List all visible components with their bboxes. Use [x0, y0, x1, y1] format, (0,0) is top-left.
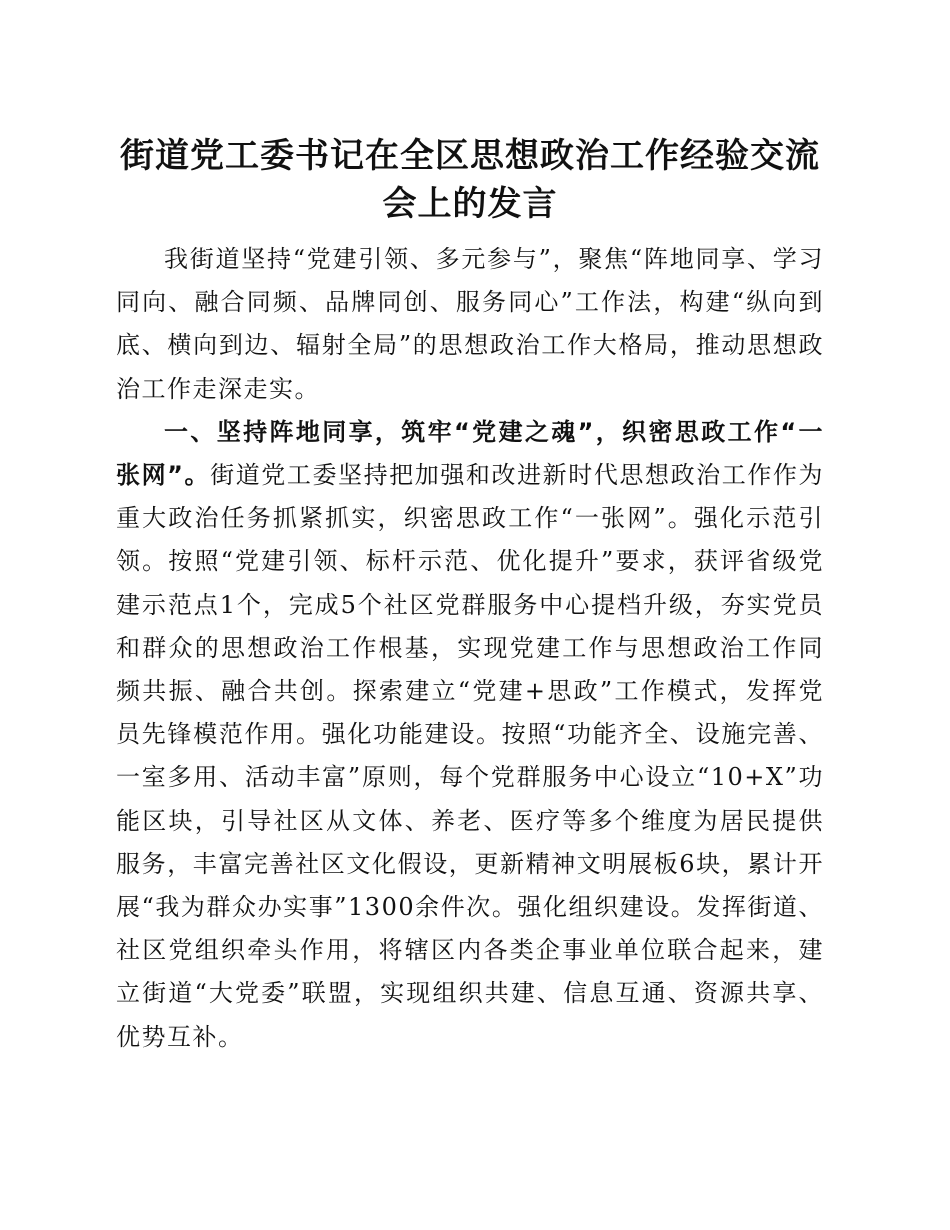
section-1-paragraph [116, 411, 824, 1059]
section-1-text: 街道党工委坚持把加强和改进新时代思想政治工作作为重大政治任务抓紧抓实，织密思政工作“一张网”。强化示范引领。按照“党建引领、标杆示范、优化提升”要求，获评省级党建示范点1个，完成5个社区党群服务中心提档升级，夯实党员和群众的思想政治工作根基，实现党建工作与思想政治工作同频共振、融合共创。探索建立“党建+思政”工作模式，发挥党员先锋模范作用。强化功能建设。按照“功能齐全、设施完善、一室多用、活动丰富”原则，每个党群服务中心设立“10+X”功能区块，引导社区从文体、养老、医疗等多个维度为居民提供服务，丰富完善社区文化假设，更新精神文明展板6块，累计开展“我为群众办实事”1300余件次。强化组织建设。发挥街道、社区党组织牵头作用，将辖区内各类企事业单位联合起来，建立街道“大党委”联盟，实现组织共建、信息互通、资源共享、优势互补。 [116, 461, 824, 1051]
section-1-heading: 一、坚持阵地同享，筑牢“党建之魂”，织密思政工作“一张网”。 [116, 417, 824, 490]
intro-paragraph: 我街道坚持“党建引领、多元参与”，聚焦“阵地同享、学习同向、融合同频、品牌同创、服务同心”工作法，构建“纵向到底、横向到边、辐射全局”的思想政治工作大格局，推动思想政治工作走深走实。 [116, 245, 824, 403]
document-title: 街道党工委书记在全区思想政治工作经验交流会上的发言 [120, 136, 820, 224]
document-body [116, 238, 824, 1059]
